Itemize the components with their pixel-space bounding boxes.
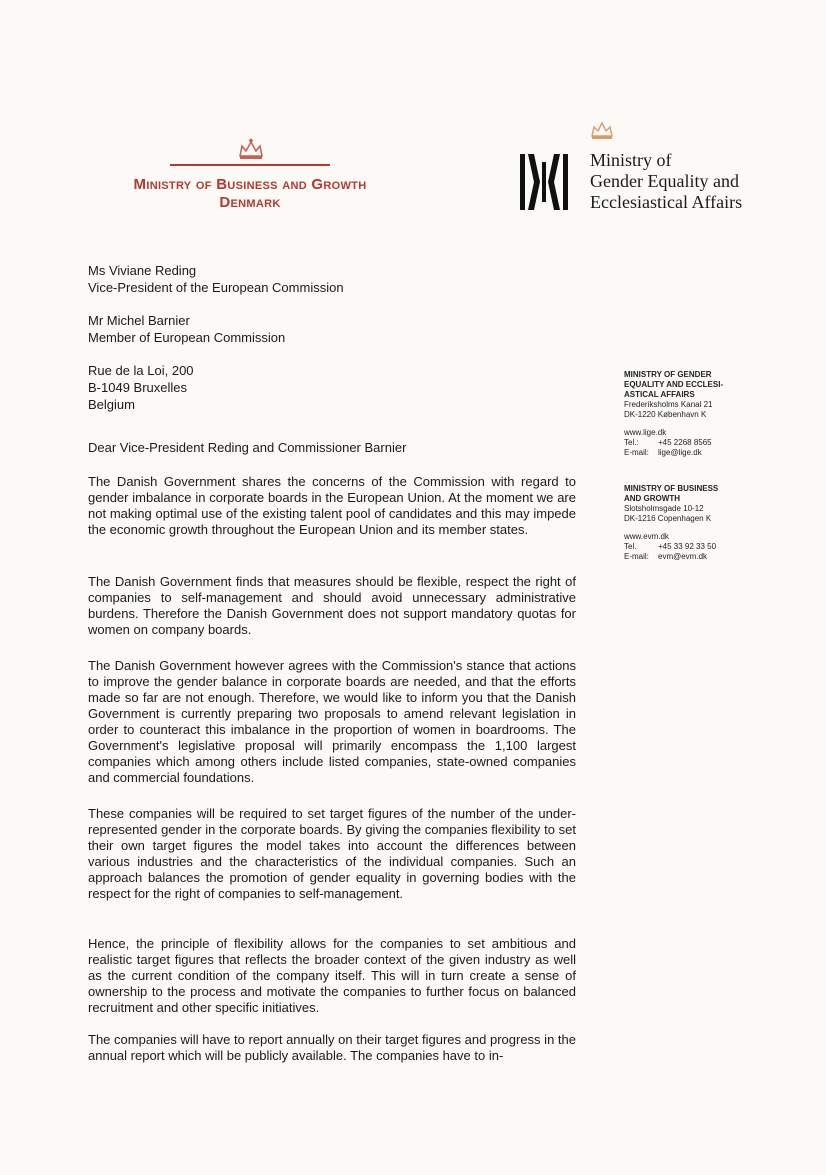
business-ministry-logo xyxy=(110,130,390,220)
business-ministry-country: Denmark xyxy=(219,194,281,211)
business-ministry-name: Ministry of Business and Growth xyxy=(133,176,367,193)
recipient-address: Rue de la Loi, 200 B-1049 Bruxelles Belgium xyxy=(88,363,194,412)
logo-rule xyxy=(170,164,330,166)
body-paragraph: The Danish Government however agrees with the Commission's stance that actions to improve the gender balance in corporate boards are needed, and that the efforts made so far are not enough. Therefore, we would like to inform you that the Danish Government is currently preparing two proposals to amend relevant legislation in order to counteract this imbalance in the proportion of women in boardrooms. The Government's legislative proposal will primarily encompass the 1,100 largest companies which among others include listed companies, state-owned companies and commercial foundations. xyxy=(88,658,576,785)
body-paragraph: The companies will have to report annually on their target figures and progress in the annual report which will be publicly available. The companies have to in- xyxy=(88,1032,576,1063)
body-paragraph: These companies will be required to set target figures of the number of the under-represented gender in the corporate boards. By giving the companies flexibility to set their own target figures the model takes into account the differences between various industries and the characteristics of the individual companies. Such an approach balances the promotion of gender equality in governing bodies with the respect for the right of companies to self-management. xyxy=(88,806,576,901)
gender-ministry-name: Ministry of Gender Equality and Ecclesiastical Affairs xyxy=(590,150,743,212)
ministry-emblem-icon xyxy=(518,150,570,214)
body-paragraph: The Danish Government finds that measures should be flexible, respect the right of companies to self-management and should avoid unnecessary administrative burdens. Therefore the Danish Government does not support mandatory quotas for women on company boards. xyxy=(88,574,576,637)
body-paragraph: Hence, the principle of flexibility allows for the companies to set ambitious and realistic target figures that reflects the broader context of the given industry as well as the current condition of the company itself. This will in turn create a sense of ownership to the process and motivate the companies to further focus on balanced recruitment and other specific initiatives. xyxy=(88,936,576,1015)
salutation: Dear Vice-President Reding and Commissioner Barnier xyxy=(88,440,407,455)
recipient-1: Ms Viviane Reding Vice-President of the European Commission xyxy=(88,263,344,295)
business-ministry-contact: MINISTRY OF BUSINESS AND GROWTH Slotsholmsgade 10-12 DK-1216 Copenhagen K www.evm.dk Tel. +45 33 92 33 50 E-mail: evm@evm.dk xyxy=(624,484,719,561)
gender-ministry-contact: MINISTRY OF GENDER EQUALITY AND ECCLESI- ASTICAL AFFAIRS Frederiksholms Kanal 21 DK-1220 København K www.lige.dk Tel.: +45 2268 8565 E-mail: lige@lige.dk xyxy=(624,370,724,457)
crown-icon xyxy=(238,138,264,160)
recipient-2: Mr Michel Barnier Member of European Commission xyxy=(88,313,286,345)
body-paragraph: The Danish Government shares the concerns of the Commission with regard to gender imbalance in corporate boards in the European Union. At the moment we are not making optimal use of the existing talent pool of candidates and this may impede the economic growth throughout the European Union and its member states. xyxy=(88,474,576,537)
crown-icon xyxy=(590,120,614,140)
